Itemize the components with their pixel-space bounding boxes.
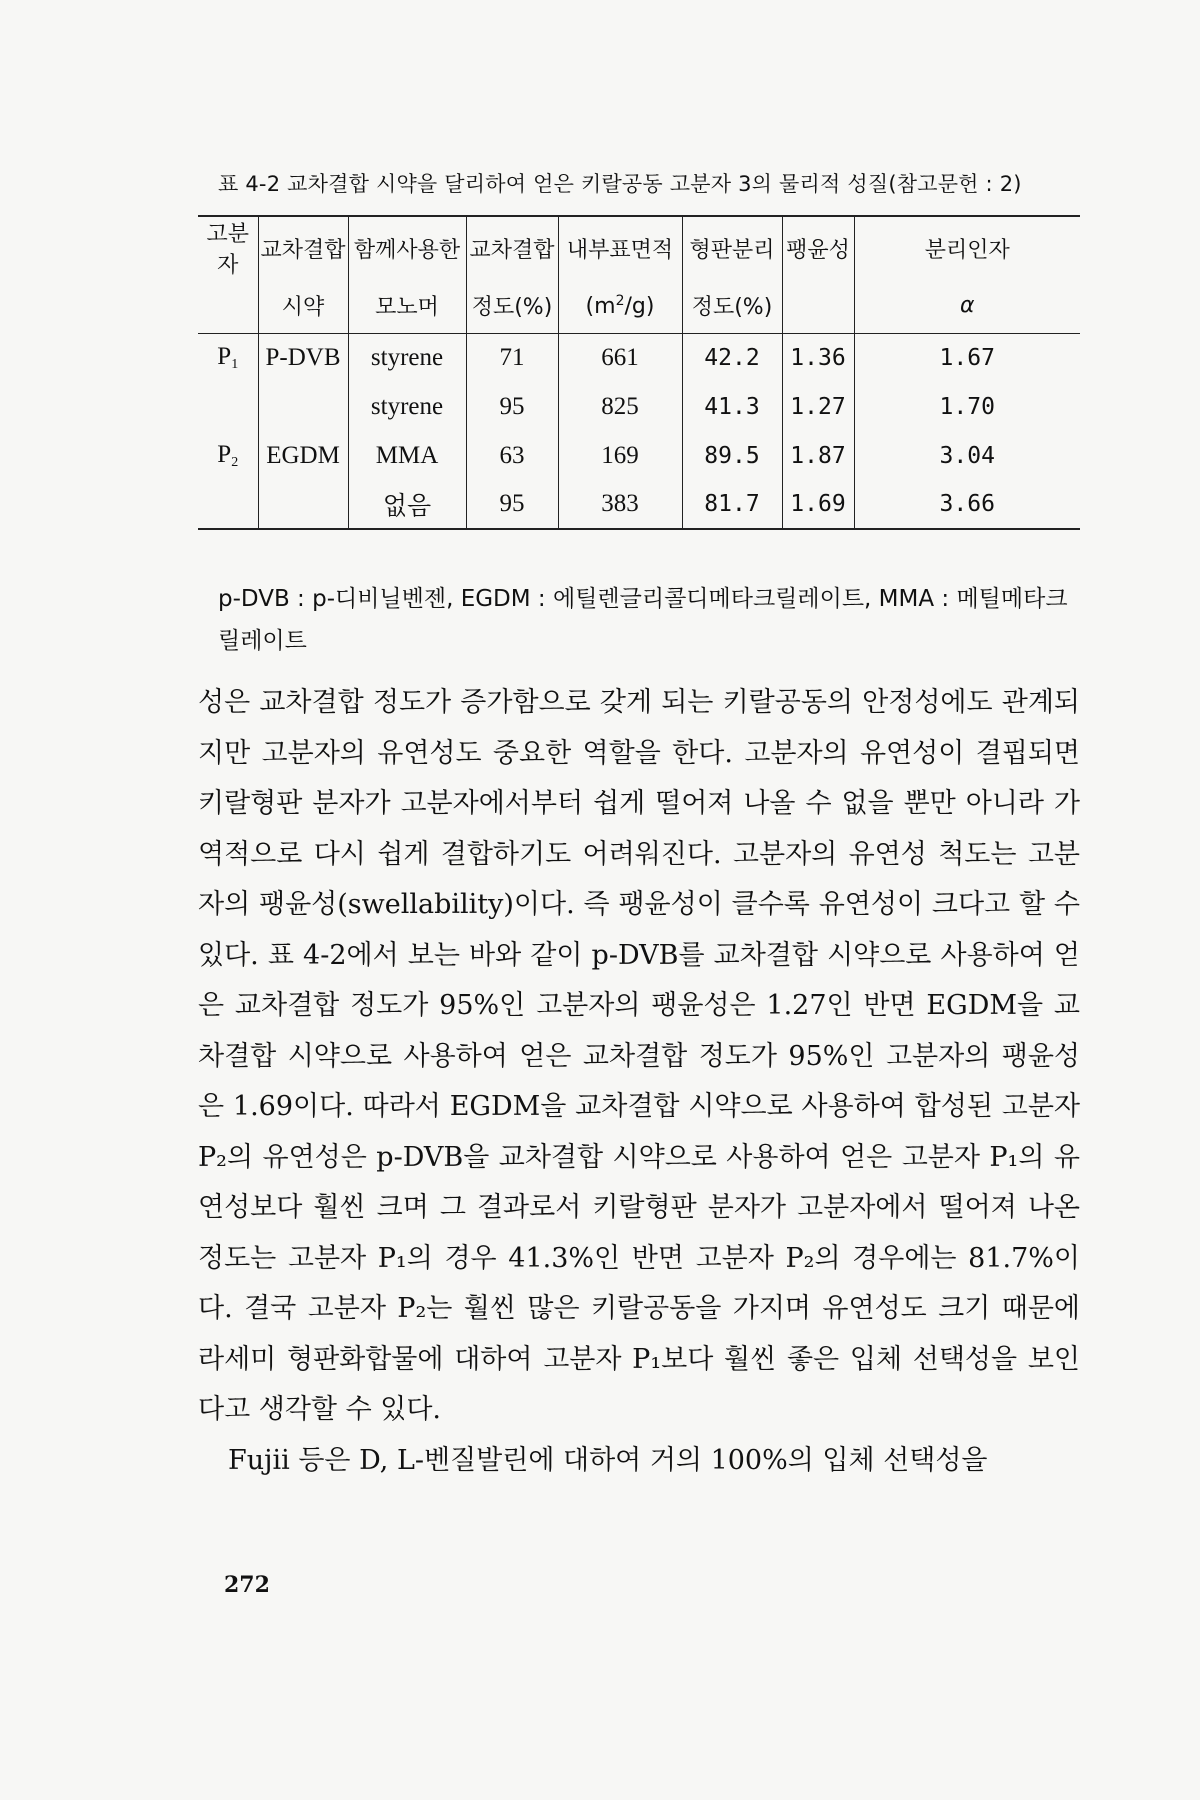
cell-removal: 89.5 xyxy=(682,431,782,480)
table-header-row-2 xyxy=(198,279,1080,333)
table-row xyxy=(198,431,1080,480)
cell-alpha: 3.04 xyxy=(854,431,1080,480)
page-number: 272 xyxy=(224,1572,270,1598)
header-polymer: 고분자 xyxy=(206,222,249,278)
table-row xyxy=(198,382,1080,431)
cell-swell: 1.69 xyxy=(782,480,854,529)
header-swellability: 팽윤성 xyxy=(782,216,854,279)
cell-monomer: styrene xyxy=(348,382,466,431)
header2-comonomer: 모노머 xyxy=(348,279,466,333)
cell-swell: 1.36 xyxy=(782,333,854,382)
cell-crosslinker: EGDM xyxy=(258,431,348,480)
cell-degree: 71 xyxy=(466,333,558,382)
cell-crosslinker xyxy=(258,480,348,529)
header2-crosslinker: 시약 xyxy=(258,279,348,333)
cell-surface: 825 xyxy=(558,382,682,431)
cell-monomer: 없음 xyxy=(348,480,466,529)
cell-polymer: $P_2$ xyxy=(217,440,239,470)
cell-degree: 95 xyxy=(466,480,558,529)
header2-polymer xyxy=(198,279,258,333)
body-paragraph: 성은 교차결합 정도가 증가함으로 갖게 되는 키랄공동의 안정성에도 관계되지만 고분자의 유연성도 중요한 역할을 한다. 고분자의 유연성이 결핍되면 키랄형판 분자가 고분자에서부터 쉽게 떨어져 나올 수 없을 뿐만 아니라 가역적으로 다시 쉽게 결합하기도 어려워진다. 고분자의 유연성 척도는 고분자의 팽윤성(swellability)이다. 즉 팽윤성이 클수록 유연성이 크다고 할 수 있다. 표 4-2에서 보는 바와 같이 p-DVB를 교차결합 시약으로 사용하여 얻은 교차결합 정도가 95%인 고분자의 팽윤성은 1.27인 반면 EGDM을 교차결합 시약으로 사용하여 얻은 교차결합 정도가 95%인 고분자의 팽윤성은 1.69이다. 따라서 EGDM을 교차결합 시약으로 사용하여 합성된 고분자 P₂의 유연성은 p-DVB을 교차결합 시약으로 사용하여 얻은 고분자 P₁의 유연성보다 훨씬 크며 그 결과로서 키랄형판 분자가 고분자에서 떨어져 나온 정도는 고분자 P₁의 경우 41.3%인 반면 고분자 P₂의 경우에는 81.7%이다. 결국 고분자 P₂는 훨씬 많은 키랄공동을 가지며 유연성도 크기 때문에 라세미 형판화합물에 대하여 고분자 P₁보다 훨씬 좋은 입체 선택성을 보인다고 생각할 수 있다. xyxy=(198,687,1080,1425)
cell-swell: 1.87 xyxy=(782,431,854,480)
header-crosslinker: 교차결합 xyxy=(258,216,348,279)
header2-crosslink-unit: 정도(%) xyxy=(466,279,558,333)
cell-surface: 169 xyxy=(558,431,682,480)
table-footnote: p-DVB : p-디비닐벤젠, EGDM : 에틸렌글리콜디메타크릴레이트, MMA : 메틸메타크릴레이트 xyxy=(218,586,1068,654)
cell-monomer: styrene xyxy=(348,333,466,382)
cell-removal: 41.3 xyxy=(682,382,782,431)
cell-alpha: 1.70 xyxy=(854,382,1080,431)
properties-table-container xyxy=(198,215,1080,530)
cell-swell: 1.27 xyxy=(782,382,854,431)
table-row xyxy=(198,333,1080,382)
cell-alpha: 1.67 xyxy=(854,333,1080,382)
header2-surface-unit: $(m^2/g)$ xyxy=(558,279,682,333)
cell-alpha: 3.66 xyxy=(854,480,1080,529)
cell-surface: 383 xyxy=(558,480,682,529)
table-caption: 표 4-2 교차결합 시약을 달리하여 얻은 키랄공동 고분자 3의 물리적 성질(참고문헌 : 2) xyxy=(218,172,1022,196)
header2-alpha: α xyxy=(854,279,1080,333)
cell-polymer xyxy=(198,480,258,529)
cell-polymer xyxy=(198,382,258,431)
cell-monomer: MMA xyxy=(348,431,466,480)
header-separation-factor: 분리인자 xyxy=(854,216,1080,279)
cell-surface: 661 xyxy=(558,333,682,382)
body-paragraph: Fujii 등은 D, L-벤질발린에 대하여 거의 100%의 입체 선택성을 xyxy=(228,1444,988,1476)
body-text xyxy=(198,678,1080,1486)
header-template-removal: 형판분리 xyxy=(682,216,782,279)
table-header-row-1 xyxy=(198,216,1080,279)
cell-degree: 63 xyxy=(466,431,558,480)
cell-removal: 81.7 xyxy=(682,480,782,529)
header2-swell xyxy=(782,279,854,333)
header-surface-area: 내부표면적 xyxy=(558,216,682,279)
cell-degree: 95 xyxy=(466,382,558,431)
cell-polymer: $P_1$ xyxy=(217,342,239,372)
table-row xyxy=(198,480,1080,529)
cell-crosslinker xyxy=(258,382,348,431)
header-comonomer: 함께사용한 xyxy=(348,216,466,279)
properties-table xyxy=(198,215,1080,530)
header-crosslink-degree: 교차결합 xyxy=(466,216,558,279)
cell-removal: 42.2 xyxy=(682,333,782,382)
cell-crosslinker: P-DVB xyxy=(258,333,348,382)
header2-removal-unit: 정도(%) xyxy=(682,279,782,333)
